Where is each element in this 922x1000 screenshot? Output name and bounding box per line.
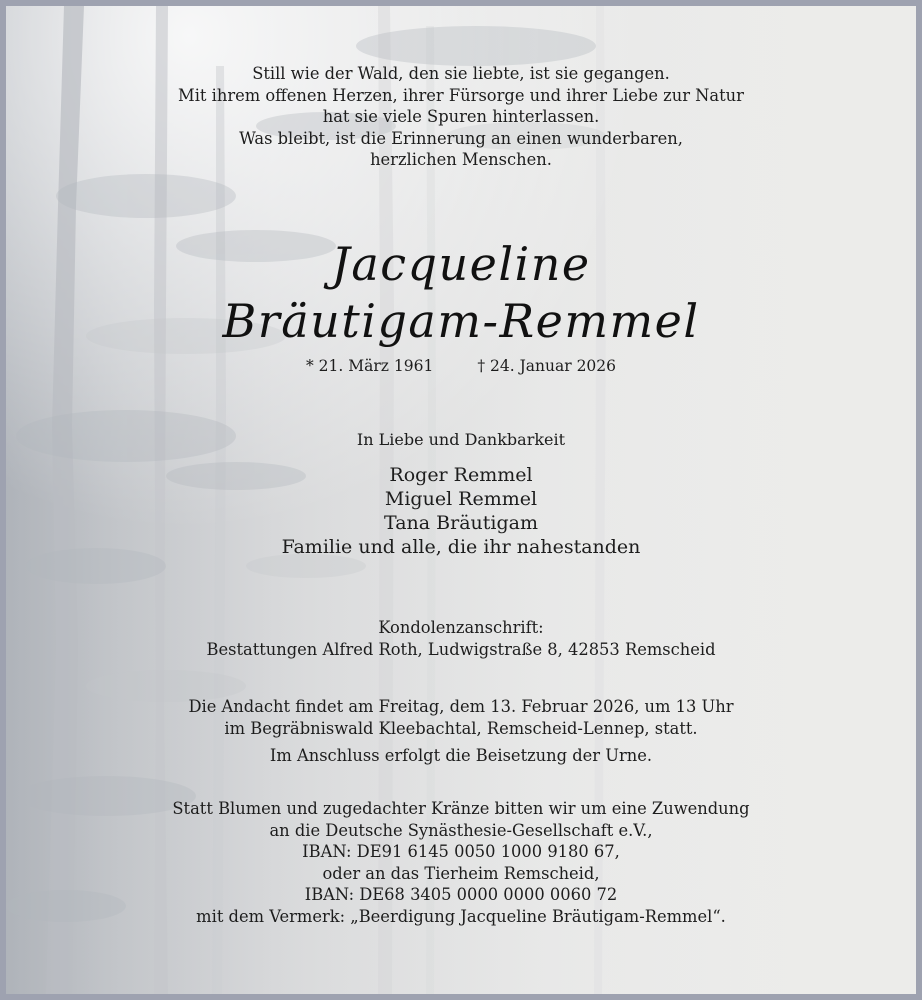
- donation-line: mit dem Vermerk: „Beerdigung Jacqueline Bräutigam-Remmel“.: [196, 906, 726, 926]
- burial-note: Im Anschluss erfolgt die Beisetzung der Urne.: [269, 746, 653, 765]
- death-date: † 24. Januar 2026: [477, 357, 617, 375]
- donation-line: IBAN: DE91 6145 0050 1000 9180 67,: [302, 842, 620, 861]
- condolence-label: Kondolenzanschrift:: [378, 618, 544, 637]
- mourner-name: Tana Bräutigam: [384, 512, 538, 534]
- mourners-list: [6, 463, 916, 559]
- donation-line: IBAN: DE68 3405 0000 0000 0060 72: [304, 885, 618, 904]
- mourners-intro: In Liebe und Dankbarkeit: [356, 430, 566, 449]
- obituary-content: [6, 6, 916, 994]
- mourner-name: Roger Remmel: [389, 464, 533, 486]
- donation-request: [6, 798, 916, 927]
- condolence-address-line: Bestattungen Alfred Roth, Ludwigstraße 8, 42853 Remscheid: [206, 640, 716, 659]
- donation-line: an die Deutsche Synästhesie-Gesellschaft e.V.,: [269, 820, 653, 840]
- donation-line: Statt Blumen und zugedachter Kränze bitten wir um eine Zuwendung: [172, 799, 750, 818]
- life-dates: [6, 356, 916, 376]
- condolence-address: [6, 617, 916, 661]
- poem-line: hat sie viele Spuren hinterlassen.: [322, 107, 600, 126]
- poem-line: Mit ihrem offenen Herzen, ihrer Fürsorge und ihrer Liebe zur Natur: [178, 85, 744, 105]
- deceased-last-name: Bräutigam-Remmel: [222, 294, 700, 348]
- mourner-name: Familie und alle, die ihr nahestanden: [281, 536, 641, 558]
- service-line: im Begräbniswald Kleebachtal, Remscheid-Lennep, statt.: [224, 719, 698, 738]
- donation-line: oder an das Tierheim Remscheid,: [322, 863, 600, 883]
- obituary-card: [6, 6, 916, 994]
- poem-line: Was bleibt, ist die Erinnerung an einen wunderbaren,: [239, 128, 683, 148]
- birth-date: * 21. März 1961: [305, 357, 434, 375]
- poem-line: herzlichen Menschen.: [370, 150, 552, 169]
- memorial-poem: [6, 63, 916, 171]
- service-line: Die Andacht findet am Freitag, dem 13. Februar 2026, um 13 Uhr: [188, 697, 734, 716]
- service-info: [6, 696, 916, 740]
- mourner-name: Miguel Remmel: [384, 488, 538, 510]
- poem-line: Still wie der Wald, den sie liebte, ist sie gegangen.: [252, 64, 670, 83]
- deceased-first-name: Jacqueline: [331, 237, 591, 291]
